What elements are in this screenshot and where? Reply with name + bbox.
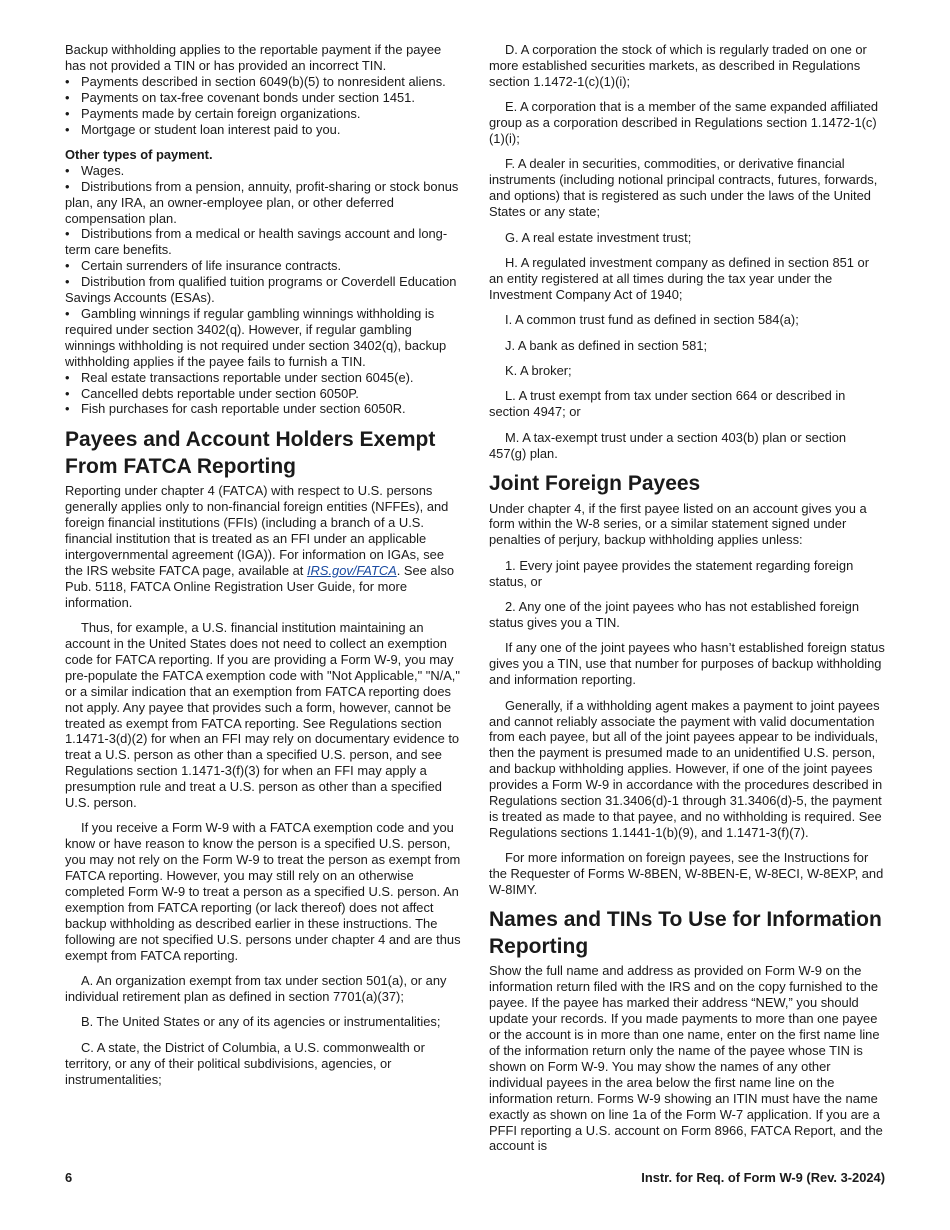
fatca-heading: Payees and Account Holders Exempt From FATCA Reporting [65,428,436,478]
list-item: • Cancelled debts reportable under section 6050P. [65,386,462,402]
fatca-paragraph-1 [65,483,462,610]
joint-paragraph-4: For more information on foreign payees, see the Instructions for the Requester of Forms W-8BEN, W-8BEN-E, W-8ECI, W-8EXP, and W-8IMY. [489,850,884,898]
joint-paragraph-1: Under chapter 4, if the first payee listed on an account gives you a form within the W-8 series, or a similar statement signed under penalties of perjury, backup withholding applies unless: [489,500,867,548]
left-column [65,42,462,1097]
joint-paragraph-2: If any one of the joint payees who hasn’t established foreign status gives you a TIN, use that number for purposes of backup withholding and information reporting. [489,640,885,688]
list-item: • Payments made by certain foreign organizations. [65,106,462,122]
exempt-item-c: C. A state, the District of Columbia, a U.S. commonwealth or territory, or any of their political subdivisions, agencies, or instrumentalities; [65,1039,425,1087]
exempt-item-h: H. A regulated investment company as defined in section 851 or an entity registered at all times during the tax year under the Investment Company Act of 1940; [489,254,870,302]
list-item: • Payments described in section 6049(b)(5) to nonresident aliens. [65,74,462,90]
joint-foreign-heading: Joint Foreign Payees [489,472,701,496]
exempt-item-a: A. An organization exempt from tax under section 501(a), or any individual retirement plan as defined in section 7701(a)(37); [65,973,447,1005]
exempt-item-j: J. A bank as defined in section 581; [505,337,708,353]
list-item: • Distributions from a pension, annuity, profit-sharing or stock bonus plan, any IRA, an owner-employee plan, or other deferred compensation plan. [65,179,462,227]
joint-paragraph-3: Generally, if a withholding agent makes a payment to joint payees and cannot reliably associate the payment with valid documentation from each payee, but all of the joint payees appear to be individuals, then the payment is presumed made to an unidentified U.S. person, and backup withholding applies. However, if one of the joint payees provides a Form W-9 in accordance with the procedures described in Regulations section 31.3406(d)-1 through 31.3406(d)-5, the payment is treated as made to that payee, and no withholding is required. See Regulations sections 1.1441-1(b)(9), and 1.1471-3(f)(7). [489,697,883,840]
right-column [489,42,885,1164]
joint-item-2: 2. Any one of the joint payees who has not established foreign status gives you a TIN. [489,599,860,630]
list-item: • Wages. [65,163,462,179]
list-item: • Certain surrenders of life insurance contracts. [65,258,462,274]
names-paragraph-1: Show the full name and address as provided on Form W-9 on the information return filed with the IRS and on the copy furnished to the payee. If the payee has marked their address “NEW,” you should update your records. If you made payments to more than one payee or the account is in more than one name, enter on the first name line of the information return only the name of the payee whose TIN is shown on Form W-9. You may show the names of any other individual payees in the area below the first name line on the information return. Forms W-9 showing an ITIN must have the name exactly as shown on line 1a of the Form W-7 application. If you are a PFFI reporting a U.S. account on Form 8966, FATCA Report, and the account is [489,963,883,1154]
list-item: • Gambling winnings if regular gambling winnings withholding is required under section 3402(q). However, if regular gambling winnings withholding is not required under section 3402(q), backup withholding applies if the payee fails to furnish a TIN. [65,306,462,370]
exempt-item-d: D. A corporation the stock of which is regularly traded on one or more established securities markets, as described in Regulations section 1.1472-1(c)(1)(i); [489,42,867,89]
bullet-list-a [65,74,462,138]
exempt-item-g: G. A real estate investment trust; [505,229,692,245]
names-tins-heading: Names and TINs To Use for Information Reporting [489,908,882,958]
fatca-p1-text: Reporting under chapter 4 (FATCA) with respect to U.S. persons generally applies only to non-financial foreign entities (NFFEs), and foreign financial institutions (FFIs) (including a branch of a U.S. financial institution that is treated as an FFI under an applicable intergovernmental agreement (IGA)). For information on IGAs, see the IRS website FATCA page, available at [65,483,449,578]
list-item: • Payments on tax-free covenant bonds under section 1451. [65,90,462,106]
list-item: • Mortgage or student loan interest paid to you. [65,122,462,138]
list-item: • Distributions from a medical or health savings account and long-term care benefits. [65,226,462,258]
joint-item-1: 1. Every joint payee provides the statement regarding foreign status, or [489,557,854,589]
fatca-paragraph-2: Thus, for example, a U.S. financial institution maintaining an account in the United States does not need to collect an exemption code for FATCA reporting. If you are providing a Form W-9, you may pre-populate the FATCA exemption code with "Not Applicable," "N/A," or a similar indication that an exemption from FATCA reporting does not apply. Any payee that provides such a form, however, cannot be treated as exempt from FATCA reporting. See Regulations section 1.1471-3(d)(2) for when an FFI may rely on documentary evidence to treat a U.S. person as other than a specified U.S. person, and see Regulations section 1.1471-3(f)(3) for when an FFI may apply a presumption rule and treat a U.S. person as other than a specified U.S. person. [65,620,460,811]
exempt-item-e: E. A corporation that is a member of the same expanded affiliated group as a corporation described in Regulations section 1.1472-1(c)(1)(i); [489,99,879,147]
footer-title: Instr. for Req. of Form W-9 (Rev. 3-2024) [641,1170,885,1185]
exempt-item-b: B. The United States or any of its agencies or instrumentalities; [81,1014,441,1030]
exempt-item-i: I. A common trust fund as defined in section 584(a); [505,312,799,328]
page-number: 6 [65,1170,73,1185]
list-item: • Real estate transactions reportable under section 6045(e). [65,370,462,386]
irs-fatca-link[interactable]: IRS.gov/FATCA [306,562,397,578]
fatca-paragraph-3: If you receive a Form W-9 with a FATCA exemption code and you know or have reason to know the person is a specified U.S. person, you may not rely on the Form W-9 to treat the person as exempt from FATCA reporting. However, you may still rely on an otherwise completed Form W-9 to treat a person as a specified U.S. person. An exemption from FATCA reporting (or lack thereof) does not affect backup withholding as described earlier in these instructions. The following are not specified U.S. persons under chapter 4 and are thus exempt from FATCA reporting. [65,820,461,963]
bullet-list-b [65,163,462,418]
exempt-item-m: M. A tax-exempt trust under a section 403(b) plan or section 457(g) plan. [489,429,847,461]
list-item: • Fish purchases for cash reportable under section 6050R. [65,401,462,417]
fatca-p1-text-end: . See also Pub. 5118, FATCA Online Registration User Guide, for more information. [65,562,455,610]
exempt-item-k: K. A broker; [505,363,572,378]
exempt-item-f: F. A dealer in securities, commodities, or derivative financial instruments (including notional principal contracts, futures, forwards, and options) that is registered as such under the laws of the United States or any state; [489,156,878,220]
other-payment-heading: Other types of payment. [65,146,213,162]
backup-intro: Backup withholding applies to the reportable payment if the payee has not provided a TIN or has provided an incorrect TIN. [65,42,442,73]
exempt-item-l: L. A trust exempt from tax under section 664 or described in section 4947; or [489,388,846,420]
list-item: • Distribution from qualified tuition programs or Coverdell Education Savings Accounts (ESAs). [65,274,462,306]
